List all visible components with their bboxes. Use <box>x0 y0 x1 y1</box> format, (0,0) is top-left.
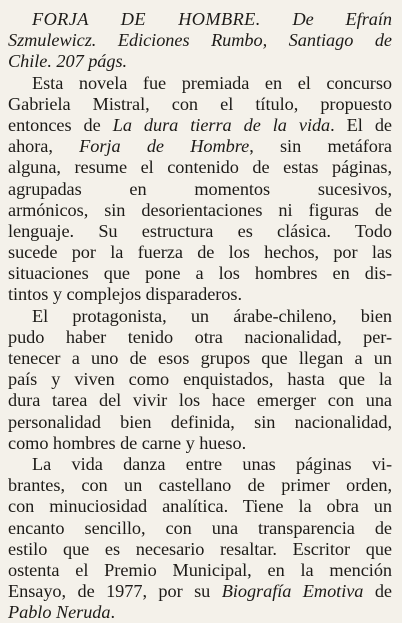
text-segment: . <box>110 602 116 623</box>
publisher-line: Szmulewicz. Ediciones Rumbo, Santiago de <box>8 30 392 51</box>
text-segment: ahora, <box>8 136 80 157</box>
text-line: La vida danza entre unas páginas vi- <box>32 453 392 474</box>
text-line: tintos y complejos disparaderos. <box>8 284 242 305</box>
cited-work-title: Biografía Emotiva <box>221 581 364 602</box>
paragraph-1 <box>8 73 392 306</box>
text-line <box>8 602 392 623</box>
text-segment: , sin metáfora <box>249 136 392 157</box>
text-line: Gabriela Mistral, con el título, propuesto <box>8 93 392 114</box>
text-segment: de <box>363 581 392 602</box>
text-line: pudo haber tenido otra nacionalidad, per- <box>8 326 392 347</box>
text-line: El protagonista, un árabe-chileno, bien <box>32 305 392 326</box>
text-segment: . El de <box>330 114 392 135</box>
text-line <box>8 115 392 136</box>
current-title: Forja de Hombre <box>79 136 250 157</box>
text-line: dura tarea del vivir los hace emerger con una <box>8 390 392 411</box>
author-credit: De Efraín <box>260 9 392 29</box>
text-line: situaciones que pone a los hombres en dis- <box>8 263 392 284</box>
paragraph-2 <box>8 306 392 454</box>
text-line: tenecer a uno de esos grupos que llegan a un <box>8 348 392 368</box>
text-segment: entonces de <box>8 114 113 135</box>
book-title: FORJA DE HOMBRE. <box>32 9 261 29</box>
text-line: sucede por la fuerza de los hechos, por las <box>8 242 392 263</box>
text-line: Esta novela fue premiada en el concurso <box>32 72 392 93</box>
previous-title: La dura tierra de la vida <box>112 114 331 135</box>
review-header-line <box>8 9 392 30</box>
cited-work-subject: Pablo Neruda <box>8 602 111 623</box>
text-line: encanto sencillo, con una transparencia de <box>8 517 392 538</box>
text-segment: Ensayo, de 1977, por su <box>8 581 222 602</box>
text-line: brantes, con un castellano de primer orden, <box>8 475 392 496</box>
text-line: ostenta el Premio Municipal, en la mención <box>8 559 392 580</box>
text-line: agrupadas en momentos sucesivos, <box>8 178 392 199</box>
text-line: con minuciosidad analítica. Tiene la obra un <box>8 496 392 517</box>
text-line: estilo que es necesario resaltar. Escritor que <box>8 538 392 559</box>
text-line: personalidad bien definida, sin nacionalidad, <box>8 411 392 432</box>
text-line: armónicos, sin desorientaciones ni figuras de <box>8 199 392 220</box>
text-line <box>8 581 392 602</box>
text-line <box>8 136 392 157</box>
text-line: lenguaje. Su estructura es clásica. Todo <box>8 220 392 241</box>
text-line: alguna, resume el contenido de estas páginas, <box>8 157 392 178</box>
text-line: país y viven como enquistados, hasta que la <box>8 369 392 390</box>
paragraph-3 <box>8 454 392 623</box>
publication-details: Chile. 207 págs. <box>8 51 128 72</box>
text-line: como hombres de carne y hueso. <box>8 432 247 453</box>
